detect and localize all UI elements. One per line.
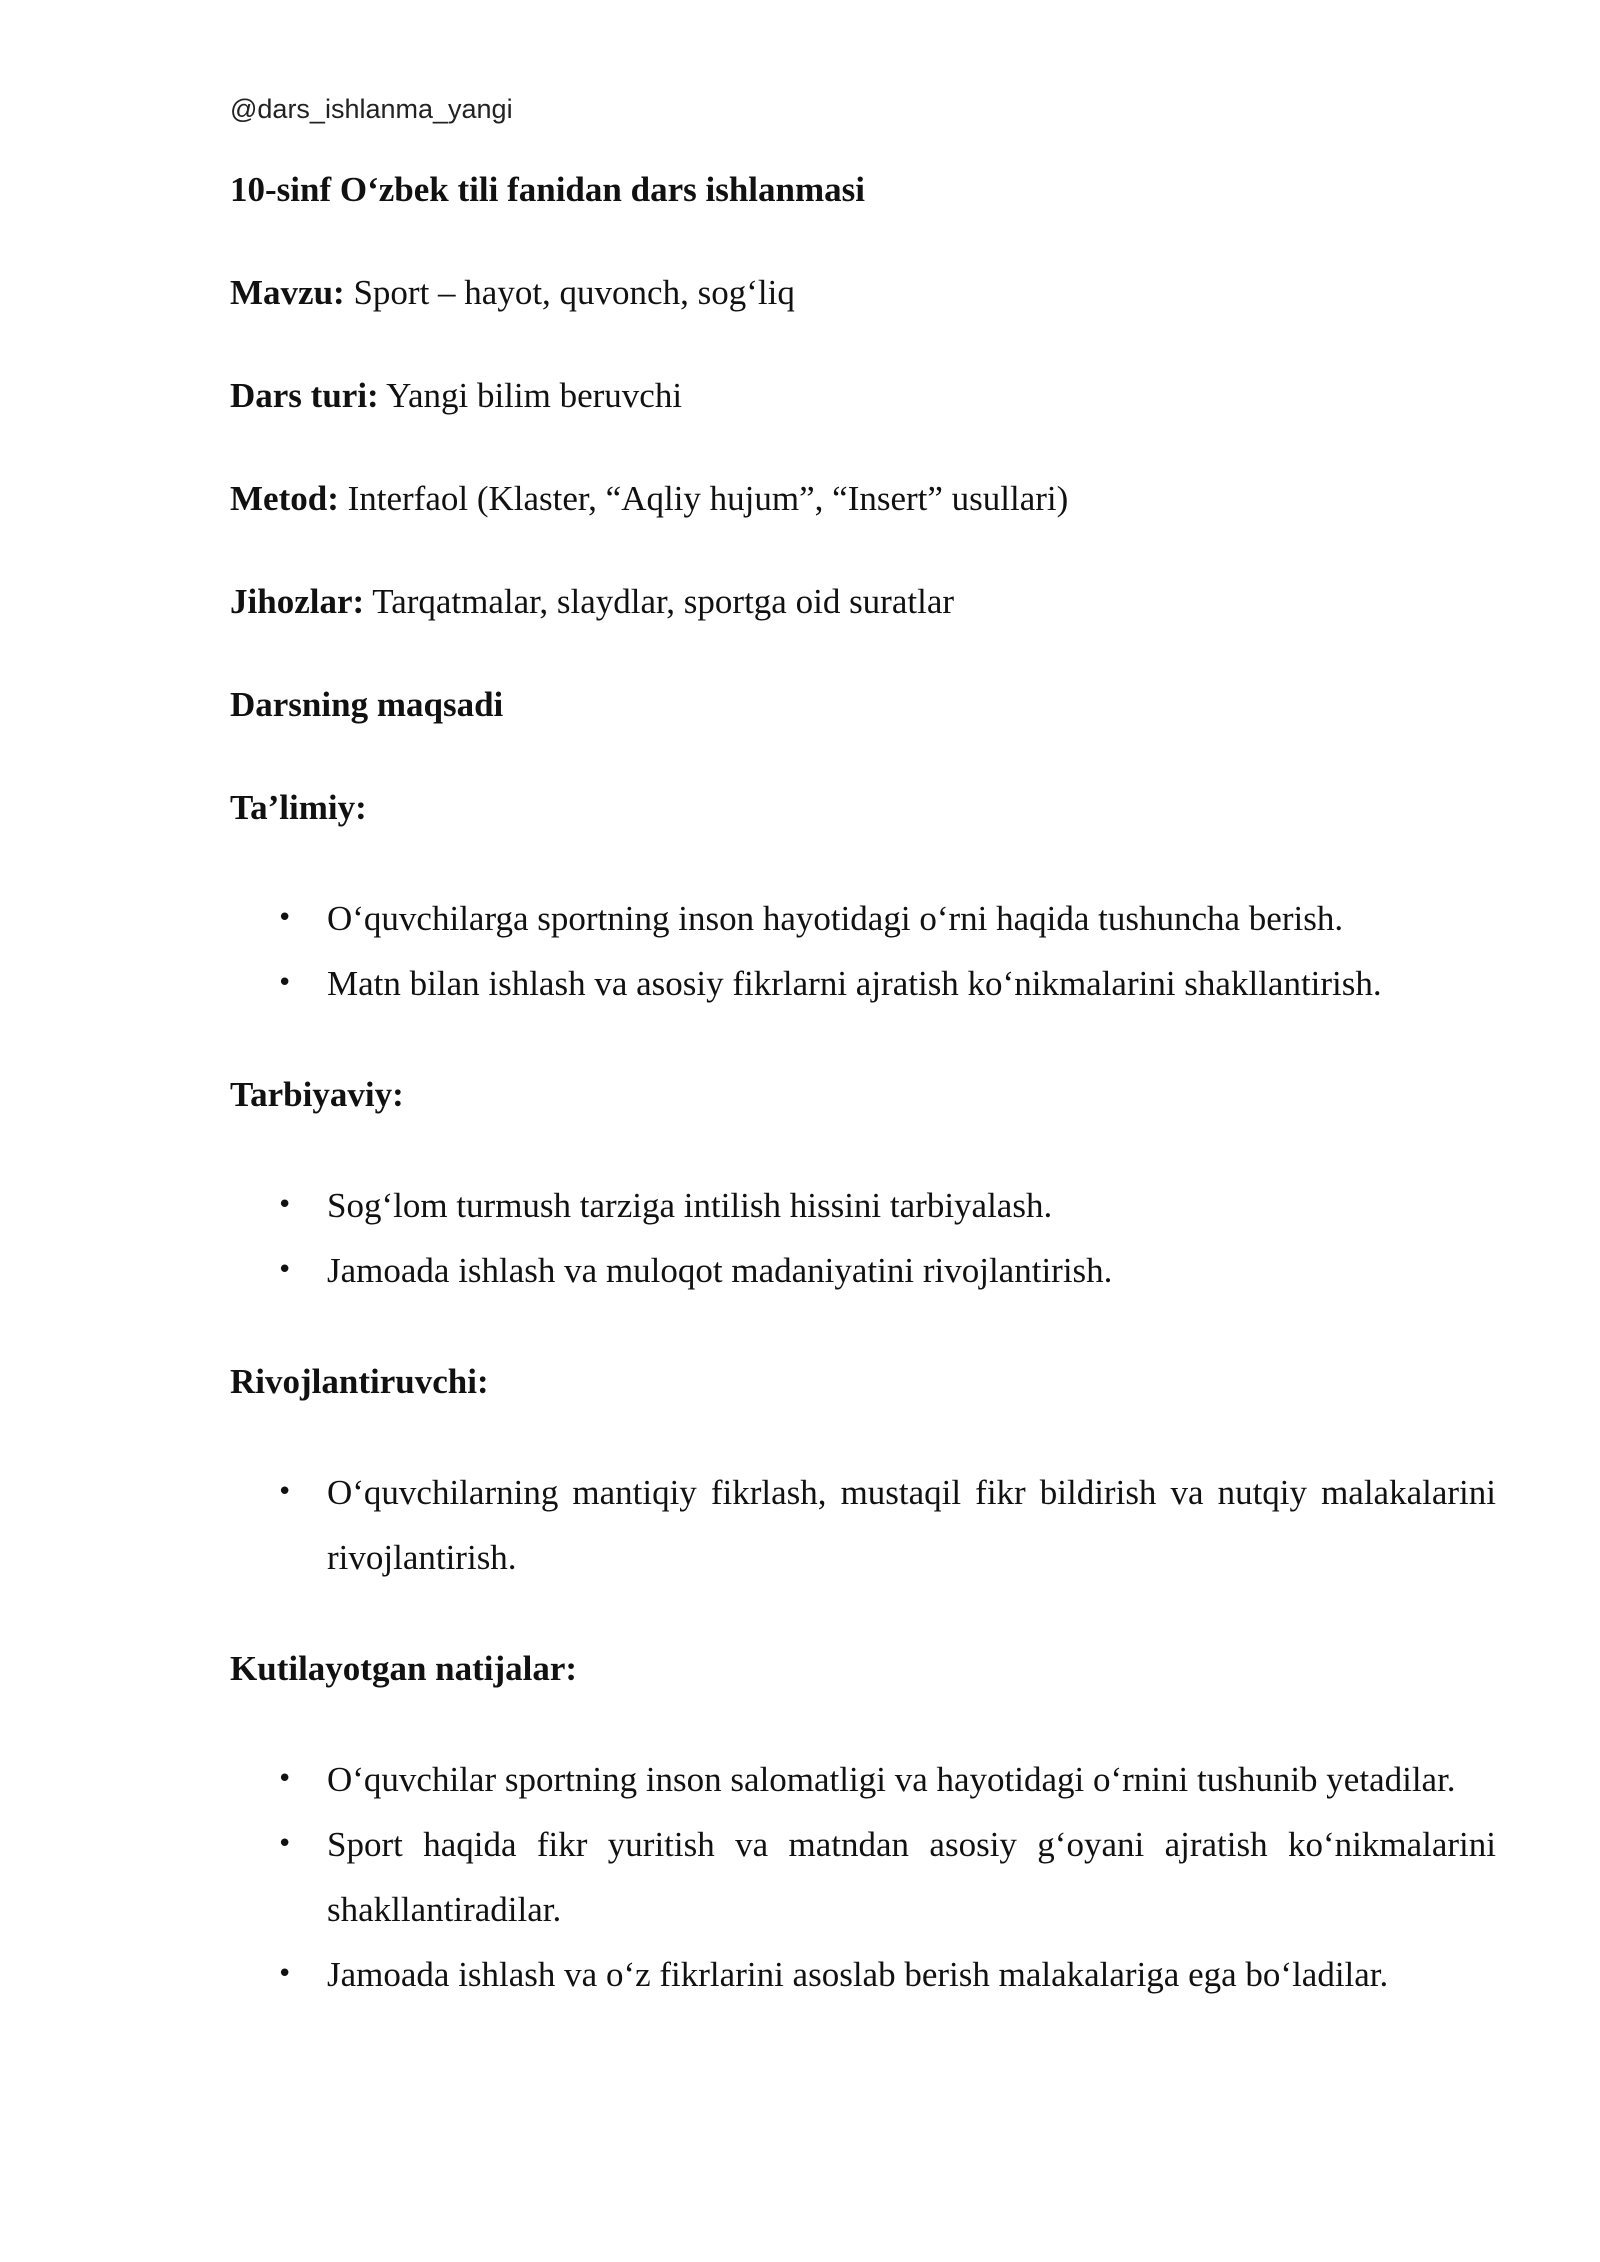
field-value: Sport – hayot, quvonch, sog‘liq [344,273,795,312]
bullet-list-natijalar [230,1747,1496,2007]
list-item [230,1460,1496,1590]
list-item-text: Sport haqida fikr yuritish va matndan asosiy g‘oyani ajratish ko‘nikmalarini shakllantiradilar. [327,1825,1496,1929]
list-item [230,1238,1496,1303]
bullet-icon: • [277,1959,293,1989]
bullet-icon: • [277,1255,293,1285]
bullet-list-talimiy [230,886,1496,1016]
list-item-text: O‘quvchilar sportning inson salomatligi va hayotidagi o‘rnini tushunib yetadilar. [327,1760,1456,1799]
field-label: Dars turi: [230,376,379,415]
list-item-text: O‘quvchilarga sportning inson hayotidagi o‘rni haqida tushuncha berish. [327,899,1344,938]
section-heading-tarbiyaviy: Tarbiyaviy: [230,1075,404,1114]
list-item-text: O‘quvchilarning mantiqiy fikrlash, mustaqil fikr bildirish va nutqiy malakalarini rivojlantirish. [327,1473,1496,1577]
bullet-icon: • [277,1764,293,1794]
list-item [230,1812,1496,1942]
list-item-text: Jamoada ishlash va muloqot madaniyatini rivojlantirish. [327,1251,1113,1290]
field-value: Yangi bilim beruvchi [378,376,683,415]
bullet-icon: • [277,1190,293,1220]
section-heading-natijalar: Kutilayotgan natijalar: [230,1649,578,1688]
field-label: Mavzu: [230,273,345,312]
section-heading-talimiy: Ta’limiy: [230,788,367,827]
field-value: Interfaol (Klaster, “Aqliy hujum”, “Insert” usullari) [338,479,1069,518]
list-item [230,1747,1496,1812]
field-label: Jihozlar: [230,582,365,621]
bullet-icon: • [277,968,293,998]
list-item [230,886,1496,951]
bullet-icon: • [277,1829,293,1859]
goal-heading: Darsning maqsadi [230,685,504,724]
bullet-list-tarbiyaviy [230,1173,1496,1303]
field-metod [230,474,1496,523]
field-mavzu [230,268,1496,317]
bullet-list-rivojlantiruvchi [230,1460,1496,1590]
bullet-icon: • [277,903,293,933]
list-item [230,951,1496,1016]
bullet-icon: • [277,1477,293,1507]
watermark-handle: @dars_ishlanma_yangi [230,94,513,124]
section-heading-rivojlantiruvchi: Rivojlantiruvchi: [230,1362,489,1401]
field-value: Tarqatmalar, slaydlar, sportga oid suratlar [364,582,955,621]
field-jihozlar [230,577,1496,626]
list-item-text: Sog‘lom turmush tarziga intilish hissini tarbiyalash. [327,1186,1053,1225]
field-label: Metod: [230,479,339,518]
field-dars-turi [230,371,1496,420]
list-item-text: Matn bilan ishlash va asosiy fikrlarni ajratish ko‘nikmalarini shakllantirish. [327,964,1382,1003]
list-item-text: Jamoada ishlash va o‘z fikrlarini asoslab berish malakalariga ega bo‘ladilar. [327,1955,1389,1994]
document-title: 10-sinf O‘zbek tili fanidan dars ishlanmasi [230,170,865,209]
list-item [230,1942,1496,2007]
document-body [230,165,1496,2061]
list-item [230,1173,1496,1238]
